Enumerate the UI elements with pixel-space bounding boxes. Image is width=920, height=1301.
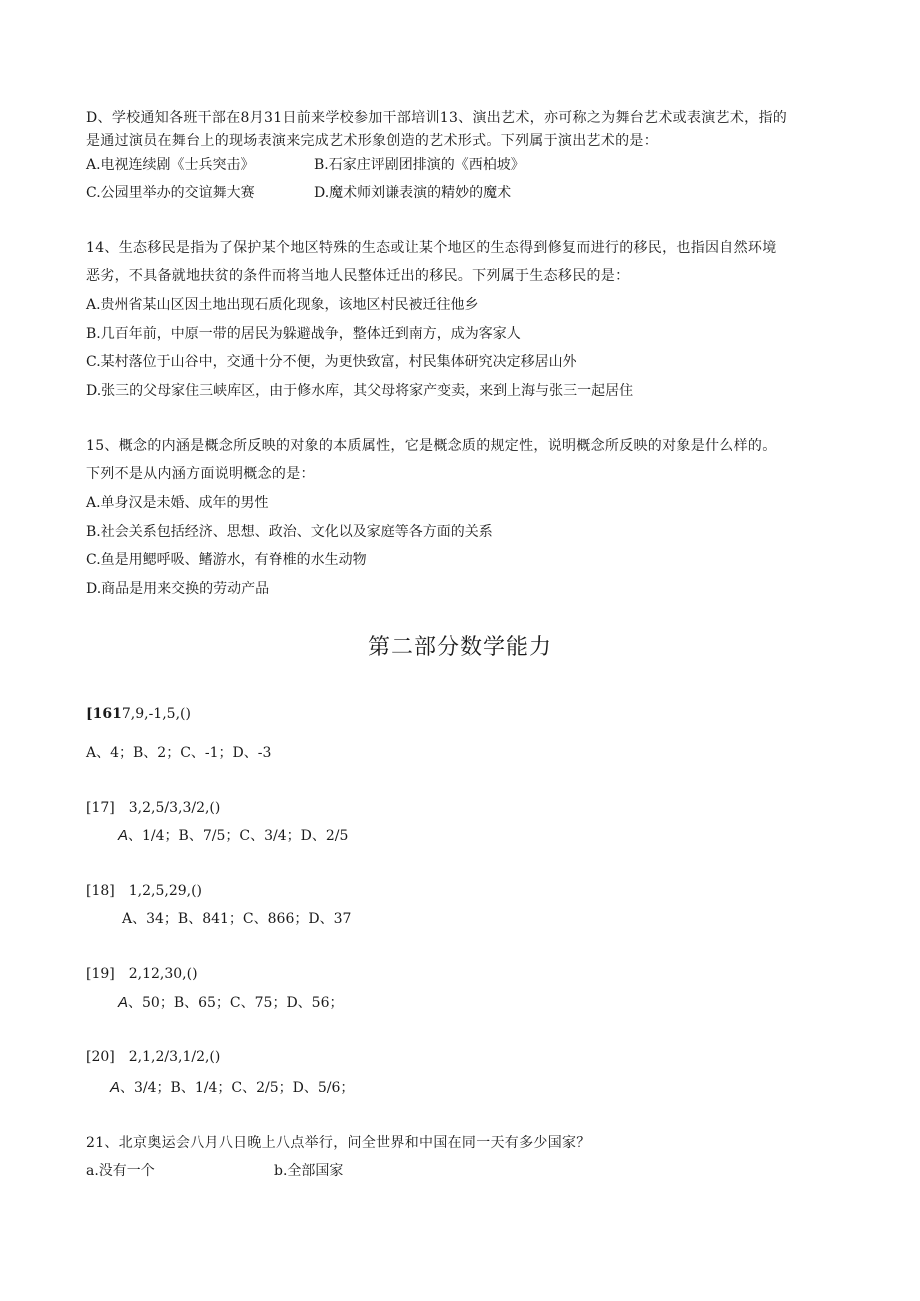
q17-question [86, 798, 220, 818]
q14-option-b: B.几百年前，中原一带的居民为躲避战争，整体迁到南方，成为客家人 [86, 326, 521, 342]
q13-option-b: B.石家庄评剧团排演的《西柏坡》 [314, 157, 525, 173]
q17-sequence: 3,2,5/3,3/2,() [128, 800, 221, 816]
q21-option-a: a.没有一个 [86, 1163, 155, 1179]
q18-question [86, 881, 202, 901]
q14-option-d: D.张三的父母家住三峡库区，由于修水库，其父母将家产变卖，来到上海与张三一起居住 [86, 383, 634, 399]
q14-option-a: A.贵州省某山区因土地出现石质化现象，该地区村民被迁往他乡 [86, 297, 479, 313]
q19-options [118, 993, 344, 1013]
q18-label: [18] [86, 883, 115, 899]
q16-sequence: 7,9,-1,5,() [121, 706, 191, 722]
q15-option-d: D.商品是用来交换的劳动产品 [86, 581, 270, 597]
q19-label: [19] [86, 966, 115, 982]
q15-line-2: 下列不是从内涵方面说明概念的是： [86, 466, 315, 482]
q20-option-text: 、3/4；B、1/4；C、2/5；D、5/6； [120, 1080, 355, 1096]
q13-line-2: 是通过演员在舞台上的现场表演来完成艺术形象创造的艺术形式。下列属于演出艺术的是： [86, 133, 658, 149]
q18-sequence: 1,2,5,29,() [128, 883, 203, 899]
section-heading: 第二部分数学能力 [367, 635, 552, 660]
q16-question [86, 704, 191, 724]
q17-option-text: 、1/4；B、7/5；C、3/4；D、2/5 [128, 828, 349, 844]
q13-option-a: A.电视连续剧《士兵突击》 [86, 157, 255, 173]
q20-options [110, 1078, 354, 1098]
q15-option-b: B.社会关系包括经济、思想、政治、文化以及家庭等各方面的关系 [86, 524, 493, 540]
q15-option-c: C.鱼是用鳃呼吸、鳍游水，有脊椎的水生动物 [86, 552, 367, 568]
q19-question [86, 964, 198, 984]
q15-option-a: A.单身汉是未婚、成年的男性 [86, 495, 269, 511]
q13-line-1: D、学校通知各班干部在8月31日前来学校参加干部培训13、演出艺术，亦可称之为舞台艺术或表演艺术，指的 [86, 110, 788, 126]
q17-options [118, 826, 348, 846]
q14-line-1: 14、生态移民是指为了保护某个地区特殊的生态或让某个地区的生态得到修复而进行的移民，也指因自然环境 [86, 240, 777, 256]
q19-option-text: 、50；B、65；C、75；D、56； [128, 995, 344, 1011]
q17-label: [17] [86, 800, 115, 816]
q20-option-letter: A [110, 1079, 121, 1096]
q18-options: A、34；B、841；C、866；D、37 [122, 911, 352, 927]
q16-label: [161 [86, 706, 122, 722]
q14-line-2: 恶劣，不具备就地扶贫的条件而将当地人民整体迁出的移民。下列属于生态移民的是： [86, 268, 630, 284]
q20-question [86, 1047, 220, 1067]
q20-sequence: 2,1,2/3,1/2,() [128, 1049, 221, 1065]
q19-option-letter: A [118, 994, 129, 1011]
q14-option-c: C.某村落位于山谷中，交通十分不便，为更快致富，村民集体研究决定移居山外 [86, 354, 577, 370]
q21-line-1: 21、北京奥运会八月八日晚上八点举行，问全世界和中国在同一天有多少国家？ [86, 1135, 591, 1151]
q20-label: [20] [86, 1049, 115, 1065]
q16-options: A、4；B、2；C、-1；D、-3 [86, 745, 272, 761]
q17-option-letter: A [118, 827, 129, 844]
q15-line-1: 15、概念的内涵是概念所反映的对象的本质属性，它是概念质的规定性，说明概念所反映的对象是什么样的。 [86, 438, 777, 454]
q19-sequence: 2,12,30,() [128, 966, 198, 982]
q21-option-b: b.全部国家 [274, 1163, 344, 1179]
q13-option-d: D.魔术师刘谦表演的精妙的魔术 [314, 185, 512, 201]
q13-option-c: C.公园里举办的交谊舞大赛 [86, 185, 255, 201]
